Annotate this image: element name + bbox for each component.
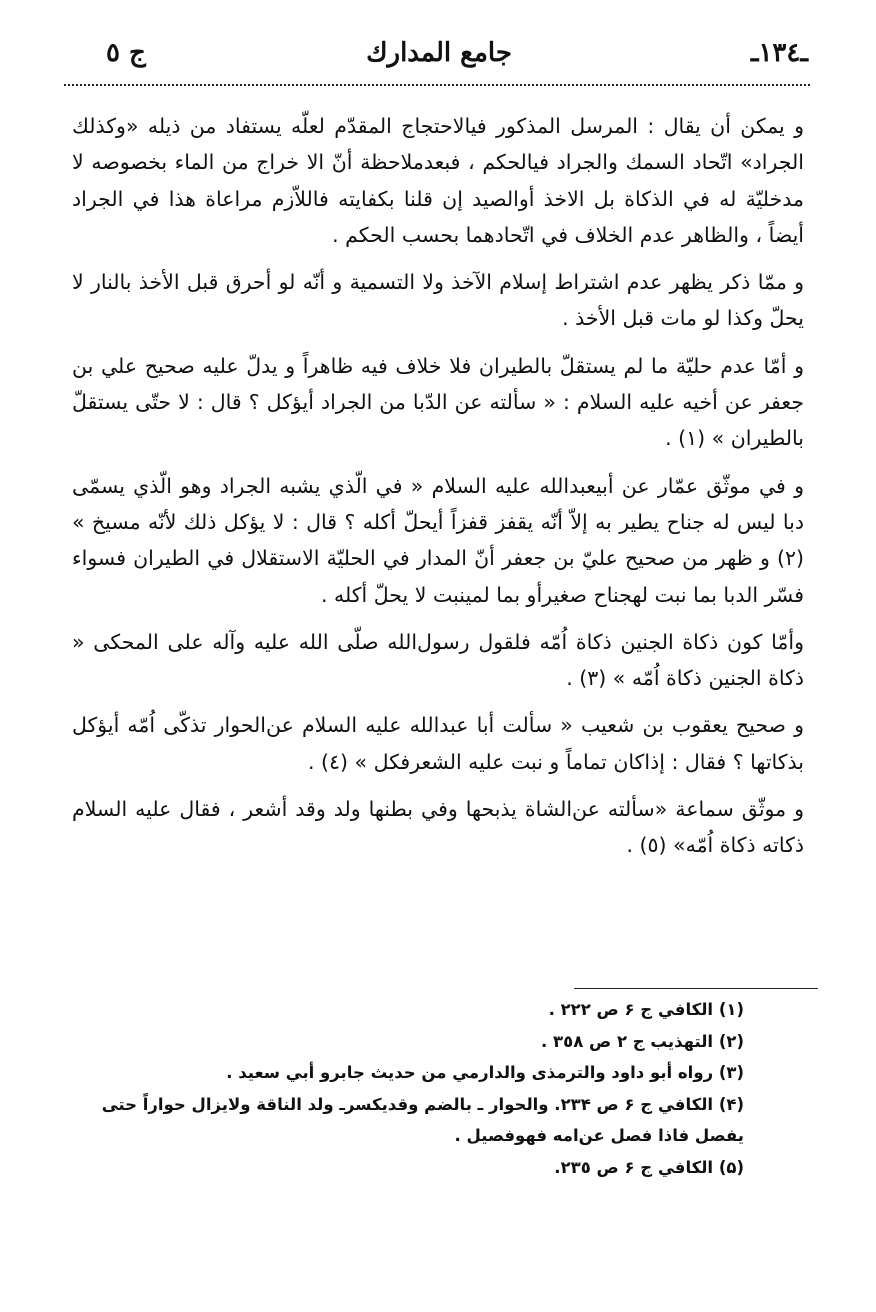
- footnote-divider: [574, 988, 818, 989]
- paragraph-4: و في موثّق عمّار عن أبيعبدالله عليه السلام « في الّذي يشبه الجراد وهو الّذي يسمّى دبا ليس له جناح يطير به إلاّ أنّه يقفز قفزاً أيحلّ أكله ؟ قال : لا يؤكل ذلك لأنّه مسيخ » (٢) و ظهر من صحيح عليّ بن جعفر أنّ المدار في الحليّة الاستقلال في الطيران فسواء فسّر الدبا بما نبت لهجناح صغيرأو بما لمينبت لا يحلّ أكله .: [72, 473, 804, 607]
- volume-label: ج ٥: [106, 38, 146, 68]
- paragraph-6: و صحيح يعقوب بن شعيب « سألت أبا عبدالله عليه السلام عن‌الحوار تذكّى اُمّه أيؤكل بذكاتها ؟ فقال : إذاكان تماماً و نبت عليه الشعرفكل » (٤) .: [72, 713, 804, 774]
- paragraph-5: وأمّا كون ذكاة الجنين ذكاة اُمّه فلقول رسول‌الله صلّى الله عليه وآله على المحكى « ذكاة الجنين ذكاة اُمّه » (٣) .: [72, 629, 804, 691]
- header-divider: [64, 84, 810, 86]
- paragraph-2: و ممّا ذكر يظهر عدم اشتراط إسلام الآخذ ولا التسمية و أنّه لو أحرق قبل الأخذ بالنار لا يحلّ وكذا لو مات قبل الأخذ .: [72, 270, 804, 331]
- footnote-1: (١) الكافي ج ۶ ص ٢٢٢ .: [548, 1000, 744, 1019]
- paragraph-1: و يمكن أن يقال : المرسل المذكور فيالاحتجاج المقدّم لعلّه يستفاد من ذيله «وكذلك الجراد» اتّحاد السمك والجراد فيالحكم ، فبعدملاحظة أنّ الا خراج من الماء بخصوصه لا مدخليّة له في الذكاة بل الاخذ أوالصيد إن قلنا بكفايته فاللاّزم مراعاة هذا في الجراد أيضاً ، والظاهر عدم الخلاف في اتّحادهما بحسب الحكم .: [72, 114, 804, 247]
- footnote-4: (۴) الكافي ج ۶ ص ٢٣۴. والحوار ـ بالضم وقديكسرـ ولد الناقة ولايزال حواراً حتى يفصل فاذا فصل عن‌امه فهوفصيل .: [101, 1094, 744, 1145]
- page-number: ـ١٣٤ـ: [750, 38, 808, 68]
- footnote-3: (٣) رواه أبو داود والترمذى والدارمي من حديث جابرو أبي سعيد .: [226, 1063, 744, 1082]
- book-title: جامع المدارك: [366, 38, 512, 68]
- paragraph-7: و موثّق سماعة «سألته عن‌الشاة يذبحها وفي بطنها ولد وقد أشعر ، فقال عليه السلام ذكاته ذكاة اُمّه» (٥) .: [72, 797, 804, 858]
- footnote-5: (۵) الكافي ج ۶ ص ٢٣٥.: [554, 1157, 744, 1177]
- main-text: [72, 108, 804, 864]
- footnote-2: (٢) التهذيب ج ٢ ص ٣٥٨ .: [541, 1031, 744, 1051]
- page-header: [70, 30, 808, 80]
- paragraph-3: و أمّا عدم حليّة ما لم يستقلّ بالطيران فلا خلاف فيه ظاهراً و يدلّ عليه صحيح علي بن جعفر عن أخيه عليه السلام : « سألته عن الدّبا من الجراد أيؤكل ؟ قال : لا حتّى يستقلّ بالطيران » (١) .: [72, 353, 804, 451]
- footnotes: [80, 994, 744, 1183]
